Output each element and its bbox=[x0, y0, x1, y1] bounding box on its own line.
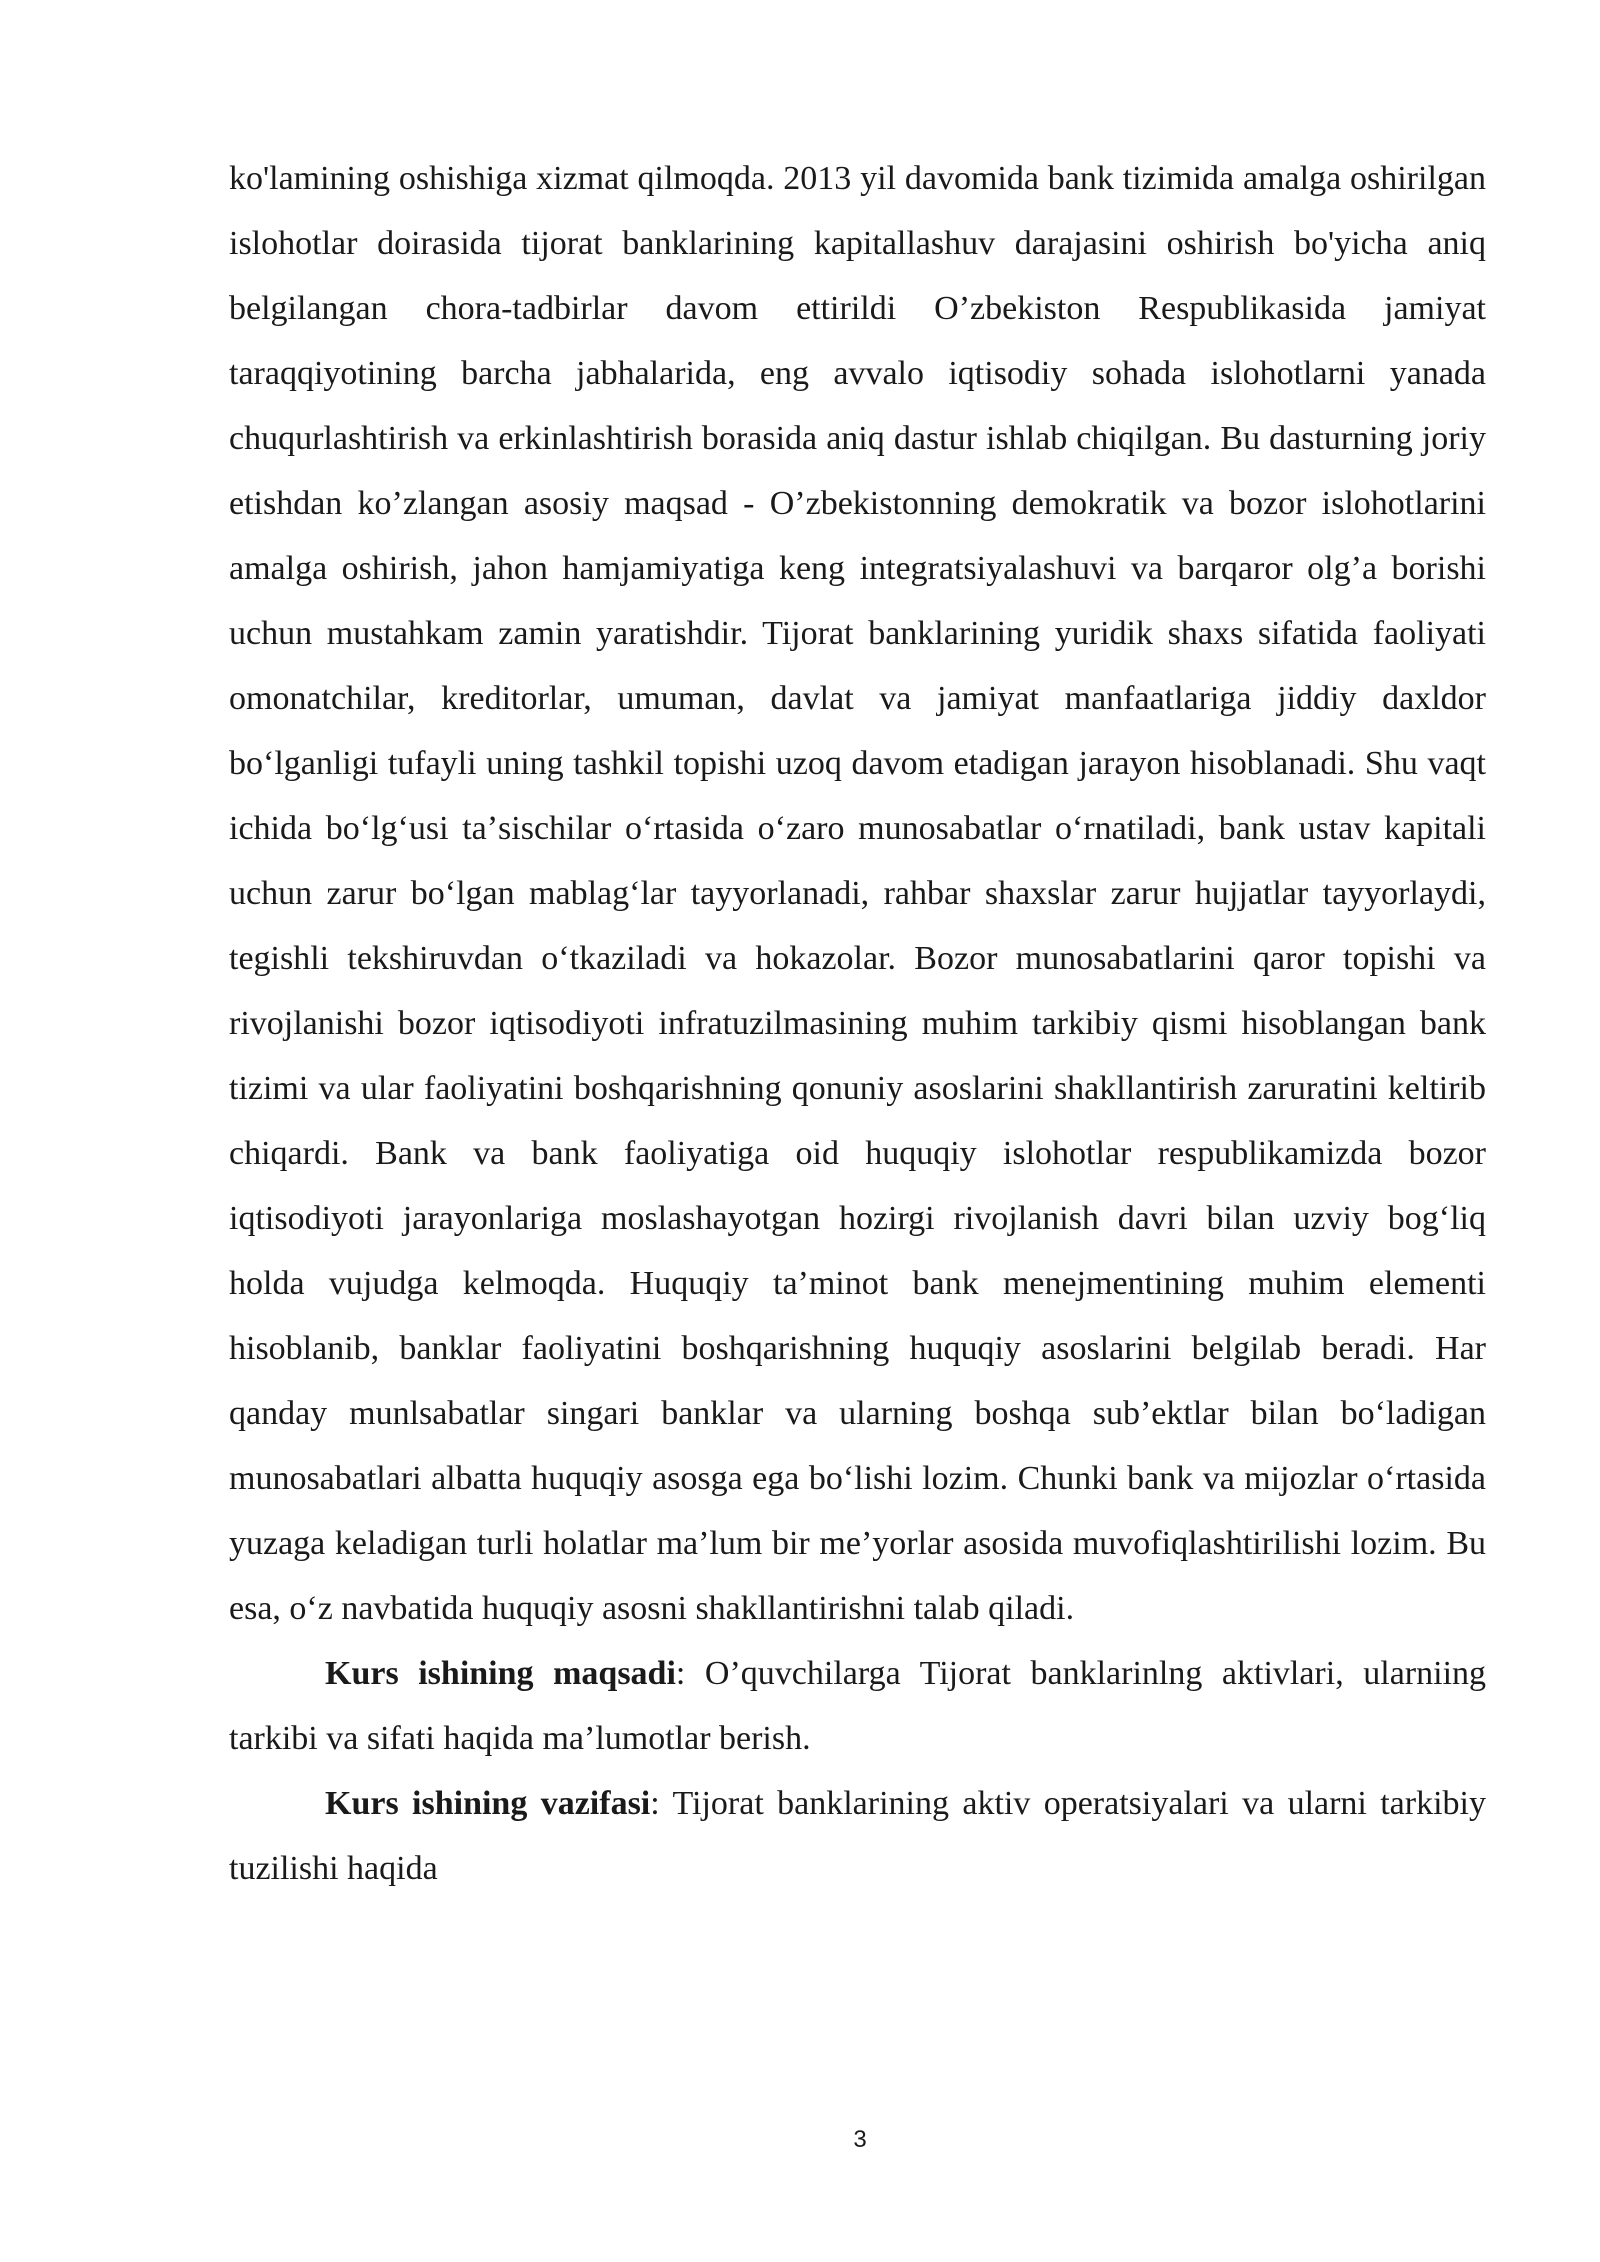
goal-label: Kurs ishining maqsadi bbox=[325, 1655, 676, 1692]
task-text: Tijorat banklarining aktiv operatsiyalari va ularni tarkibiy tuzilishi haqida bbox=[229, 1785, 1486, 1887]
goal-separator: : bbox=[675, 1655, 686, 1692]
task-paragraph bbox=[229, 1771, 1486, 1901]
task-label: Kurs ishining vazifasi bbox=[325, 1785, 651, 1822]
document-body bbox=[229, 146, 1486, 1901]
goal-paragraph bbox=[229, 1641, 1486, 1771]
page-number: 3 bbox=[853, 2126, 867, 2153]
goal-text: O’quvchilarga Tijorat banklarinlng aktivlari, ularniing tarkibi va sifati haqida ma’lumotlar berish. bbox=[229, 1655, 1487, 1757]
task-separator: : bbox=[650, 1785, 660, 1822]
main-paragraph: ko'lamining oshishiga xizmat qilmoqda. 2013 yil davomida bank tizimida amalga oshirilgan islohotlar doirasida tijorat banklarining kapitallashuv darajasini oshirish bo'yicha aniq belgilangan chora-tadbirlar davom ettirildi O’zbekiston Respublikasida jamiyat taraqqiyotining barcha jabhalarida, eng avvalo iqtisodiy sohada islohotlarni yanada chuqurlashtirish va erkinlashtirish borasida aniq dastur ishlab chiqilgan. Bu dasturning joriy etishdan ko’zlangan asosiy maqsad - O’zbekistonning demokratik va bozor islohotlarini amalga oshirish, jahon hamjamiyatiga keng integratsiyalashuvi va barqaror olg’a borishi uchun mustahkam zamin yaratishdir. Tijorat banklarining yuridik shaxs sifatida faoliyati omonatchilar, kreditorlar, umuman, davlat va jamiyat manfaatlariga jiddiy daxldor boʻlganligi tufayli uning tashkil topishi uzoq davom etadigan jarayon hisoblanadi. Shu vaqt ichida boʻlgʻusi taʼsischilar oʻrtasida oʻzaro munosabatlar oʻrnatiladi, bank ustav kapitali uchun zarur boʻlgan mablagʻlar tayyorlanadi, rahbar shaxslar zarur hujjatlar tayyorlaydi, tegishli tekshiruvdan oʻtkaziladi va hokazolar. Bozor munosabatlarini qaror topishi va rivojlanishi bozor iqtisodiyoti infratuzilmasining muhim tarkibiy qismi hisoblangan bank tizimi va ular faoliyatini boshqarishning qonuniy asoslarini shakllantirish zaruratini keltirib chiqardi. Bank va bank faoliyatiga oid huquqiy islohotlar respublikamizda bozor iqtisodiyoti jarayonlariga moslashayotgan hozirgi rivojlanish davri bilan uzviy bogʻliq holda vujudga kelmoqda. Huquqiy ta’minot bank menejmentining muhim elementi hisoblanib, banklar faoliyatini boshqarishning huquqiy asoslarini belgilab beradi. Har qanday munlsabatlar singari banklar va ularning boshqa sub’ektlar bilan boʻladigan munosabatlari albatta huquqiy asosga ega boʻlishi lozim. Chunki bank va mijozlar oʻrtasida yuzaga keladigan turli holatlar ma’lum bir me’yorlar asosida muvofiqlashtirilishi lozim. Bu esa, oʻz navbatida huquqiy asosni shakllantirishni talab qiladi. bbox=[229, 160, 1486, 1627]
